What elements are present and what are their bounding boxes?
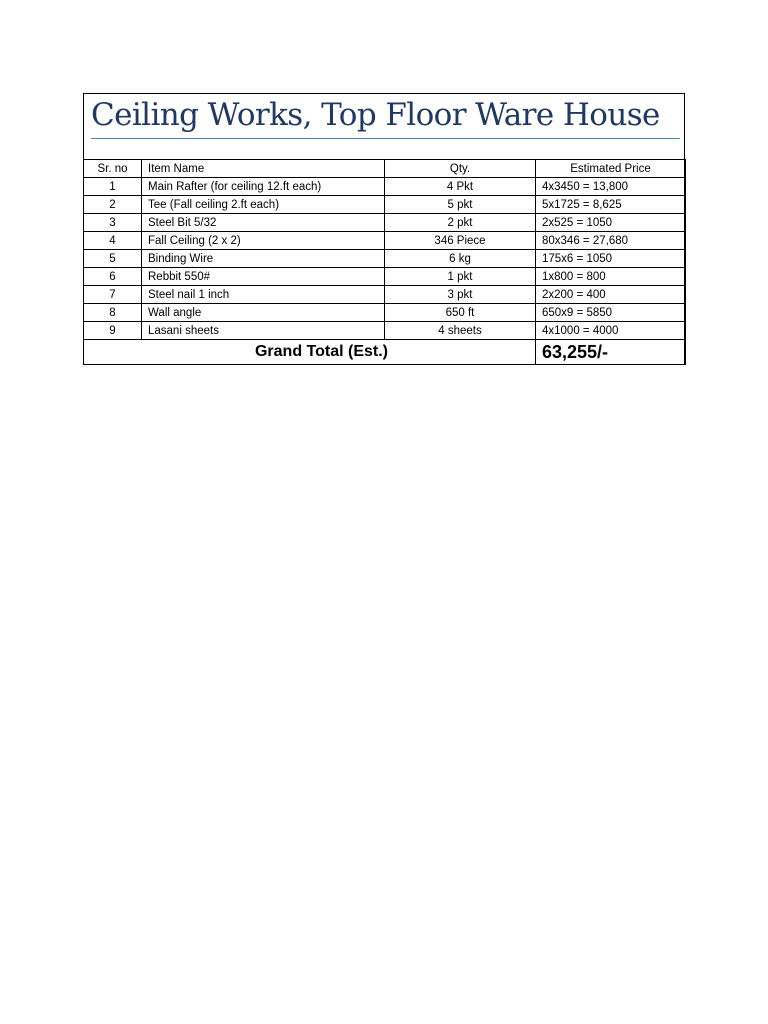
cell-item-name: Wall angle: [142, 304, 385, 322]
table-row: [84, 268, 686, 286]
header-qty: Qty.: [385, 160, 536, 178]
cell-item-name: Rebbit 550#: [142, 268, 385, 286]
cell-qty: 4 Pkt: [385, 178, 536, 196]
header-estimated-price: Estimated Price: [536, 160, 686, 178]
table-row: [84, 304, 686, 322]
cell-qty: 650 ft: [385, 304, 536, 322]
table-row: [84, 250, 686, 268]
table-row: [84, 286, 686, 304]
cell-sr-no: 7: [84, 286, 142, 304]
estimate-sheet: [83, 93, 685, 365]
cell-sr-no: 3: [84, 214, 142, 232]
cell-sr-no: 9: [84, 322, 142, 340]
cell-estimated-price: 2x525 = 1050: [536, 214, 686, 232]
cell-item-name: Lasani sheets: [142, 322, 385, 340]
table-row: [84, 196, 686, 214]
cell-estimated-price: 175x6 = 1050: [536, 250, 686, 268]
cell-item-name: Tee (Fall ceiling 2.ft each): [142, 196, 385, 214]
document-title: Ceiling Works, Top Floor Ware House: [91, 97, 660, 133]
grand-total-label: Grand Total (Est.): [84, 340, 536, 365]
table-row: [84, 214, 686, 232]
cell-qty: 6 kg: [385, 250, 536, 268]
cell-estimated-price: 4x3450 = 13,800: [536, 178, 686, 196]
cell-estimated-price: 2x200 = 400: [536, 286, 686, 304]
cell-estimated-price: 1x800 = 800: [536, 268, 686, 286]
cell-sr-no: 5: [84, 250, 142, 268]
cell-item-name: Fall Ceiling (2 x 2): [142, 232, 385, 250]
cell-sr-no: 4: [84, 232, 142, 250]
table-row: [84, 322, 686, 340]
table-row: [84, 232, 686, 250]
table-row: [84, 178, 686, 196]
header-sr-no: Sr. no: [84, 160, 142, 178]
cell-estimated-price: 4x1000 = 4000: [536, 322, 686, 340]
cell-sr-no: 6: [84, 268, 142, 286]
cell-qty: 2 pkt: [385, 214, 536, 232]
cell-item-name: Binding Wire: [142, 250, 385, 268]
table-header-row: [84, 160, 686, 178]
cell-sr-no: 1: [84, 178, 142, 196]
cell-qty: 3 pkt: [385, 286, 536, 304]
grand-total-row: [84, 340, 686, 365]
header-item-name: Item Name: [142, 160, 385, 178]
title-underline: [91, 138, 680, 139]
cell-qty: 4 sheets: [385, 322, 536, 340]
cell-estimated-price: 650x9 = 5850: [536, 304, 686, 322]
cell-item-name: Main Rafter (for ceiling 12.ft each): [142, 178, 385, 196]
cell-qty: 346 Piece: [385, 232, 536, 250]
cell-item-name: Steel Bit 5/32: [142, 214, 385, 232]
cell-estimated-price: 5x1725 = 8,625: [536, 196, 686, 214]
cell-sr-no: 2: [84, 196, 142, 214]
items-table: [83, 159, 686, 365]
cell-estimated-price: 80x346 = 27,680: [536, 232, 686, 250]
cell-sr-no: 8: [84, 304, 142, 322]
cell-qty: 5 pkt: [385, 196, 536, 214]
grand-total-value: 63,255/-: [536, 340, 686, 365]
cell-qty: 1 pkt: [385, 268, 536, 286]
title-area: [84, 94, 684, 159]
cell-item-name: Steel nail 1 inch: [142, 286, 385, 304]
